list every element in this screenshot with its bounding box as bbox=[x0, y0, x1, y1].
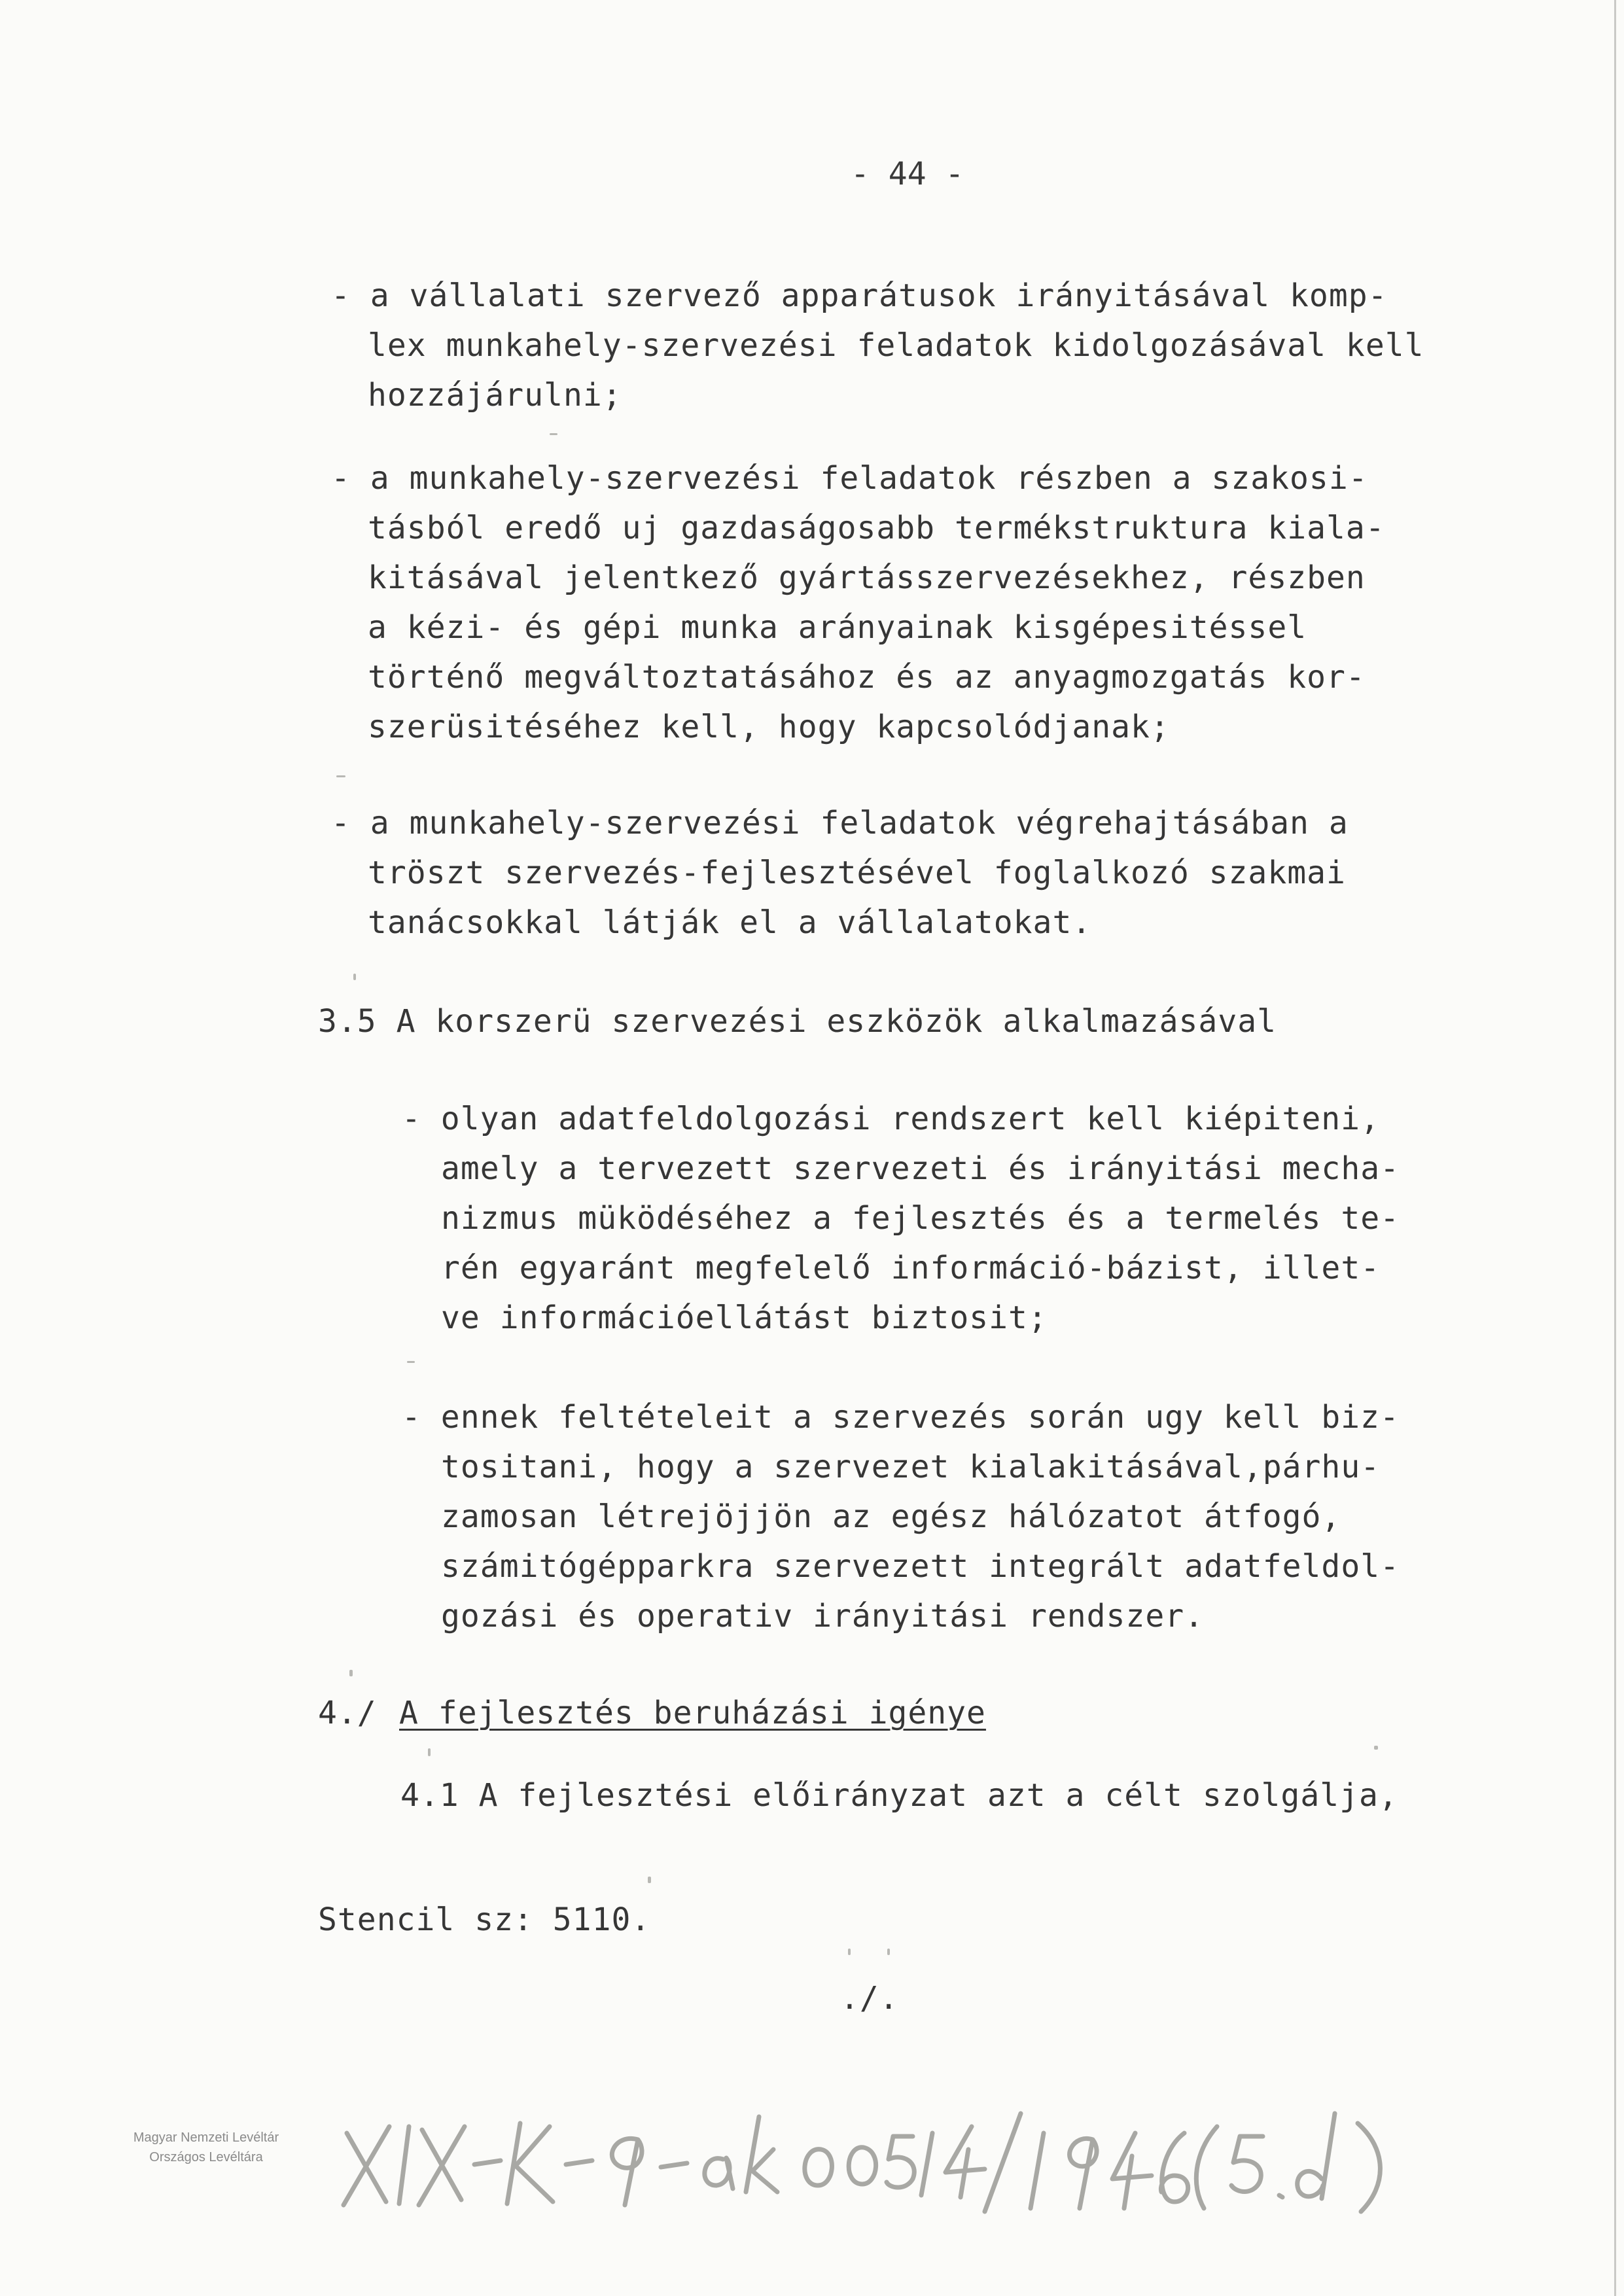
text-line: tanácsokkal látják el a vállalatokat. bbox=[368, 904, 1092, 941]
text-line: lex munkahely-szervezési feladatok kidolgozásával kell bbox=[368, 327, 1424, 364]
text-line: a kézi- és gépi munka arányainak kisgépesitéssel bbox=[368, 609, 1307, 646]
text-line: tásból eredő uj gazdaságosabb termékstruktura kiala- bbox=[368, 510, 1385, 546]
continuation-mark: ./. bbox=[840, 1980, 899, 2017]
text-line: ve információellátást biztosit; bbox=[441, 1299, 1048, 1336]
section-title: A fejlesztés beruházási igénye bbox=[399, 1695, 986, 1731]
page-edge bbox=[1614, 0, 1616, 2296]
text-line: nizmus müködéséhez a fejlesztés és a termelés te- bbox=[441, 1200, 1400, 1237]
text-line: - olyan adatfeldolgozási rendszert kell kiépiteni, bbox=[402, 1101, 1380, 1137]
text-line: történő megváltoztatásához és az anyagmozgatás kor- bbox=[368, 659, 1366, 696]
scan-speck bbox=[648, 1877, 651, 1883]
scan-speck bbox=[887, 1949, 890, 1955]
archive-stamp-line: Országos Levéltára bbox=[149, 2150, 263, 2164]
text-line: zamosan létrejöjjön az egész hálózatot átfogó, bbox=[441, 1498, 1341, 1535]
stencil-number: Stencil sz: 5110. bbox=[318, 1901, 651, 1938]
text-line: számitógépparkra szervezett integrált adatfeldol- bbox=[441, 1548, 1400, 1585]
text-line: - ennek feltételeit a szervezés során ugy kell biz- bbox=[402, 1399, 1400, 1436]
page-number: - 44 - bbox=[851, 156, 964, 192]
text-line: - a vállalati szervező apparátusok irányitásával komp- bbox=[331, 277, 1388, 314]
text-line: gozási és operativ irányitási rendszer. bbox=[441, 1598, 1205, 1634]
handwritten-call-number bbox=[340, 2087, 1400, 2218]
scan-speck bbox=[1374, 1746, 1378, 1750]
text-line: rén egyaránt megfelelő információ-bázist, illet- bbox=[441, 1250, 1381, 1286]
text-line: tröszt szervezés-fejlesztésével foglalkozó szakmai bbox=[368, 855, 1346, 891]
scan-speck bbox=[848, 1949, 851, 1955]
section-number: 4./ bbox=[318, 1695, 377, 1731]
text-line: - a munkahely-szervezési feladatok végrehajtásában a bbox=[331, 805, 1349, 841]
scan-speck bbox=[428, 1748, 431, 1756]
scan-speck bbox=[407, 1361, 415, 1363]
archive-stamp bbox=[98, 2128, 314, 2167]
archive-stamp-line: Magyar Nemzeti Levéltár bbox=[133, 2130, 279, 2145]
section-heading: 3.5 A korszerü szervezési eszközök alkalmazásával bbox=[318, 1003, 1277, 1040]
scan-speck bbox=[550, 433, 557, 435]
text-line: kitásával jelentkező gyártásszervezésekhez, részben bbox=[368, 559, 1366, 596]
text-line: tositani, hogy a szervezet kialakitásával,párhu- bbox=[441, 1449, 1381, 1485]
scan-speck bbox=[353, 974, 356, 980]
text-line: hozzájárulni; bbox=[368, 377, 622, 414]
text-line: amely a tervezett szervezeti és irányitási mecha- bbox=[441, 1150, 1400, 1187]
scan-speck bbox=[336, 775, 345, 777]
scan-speck bbox=[349, 1670, 353, 1676]
text-line: szerüsitéséhez kell, hogy kapcsolódjanak; bbox=[368, 709, 1170, 745]
text-line: - a munkahely-szervezési feladatok részben a szakosi- bbox=[331, 460, 1368, 497]
text-line: 4.1 A fejlesztési előirányzat azt a célt szolgálja, bbox=[400, 1777, 1398, 1814]
